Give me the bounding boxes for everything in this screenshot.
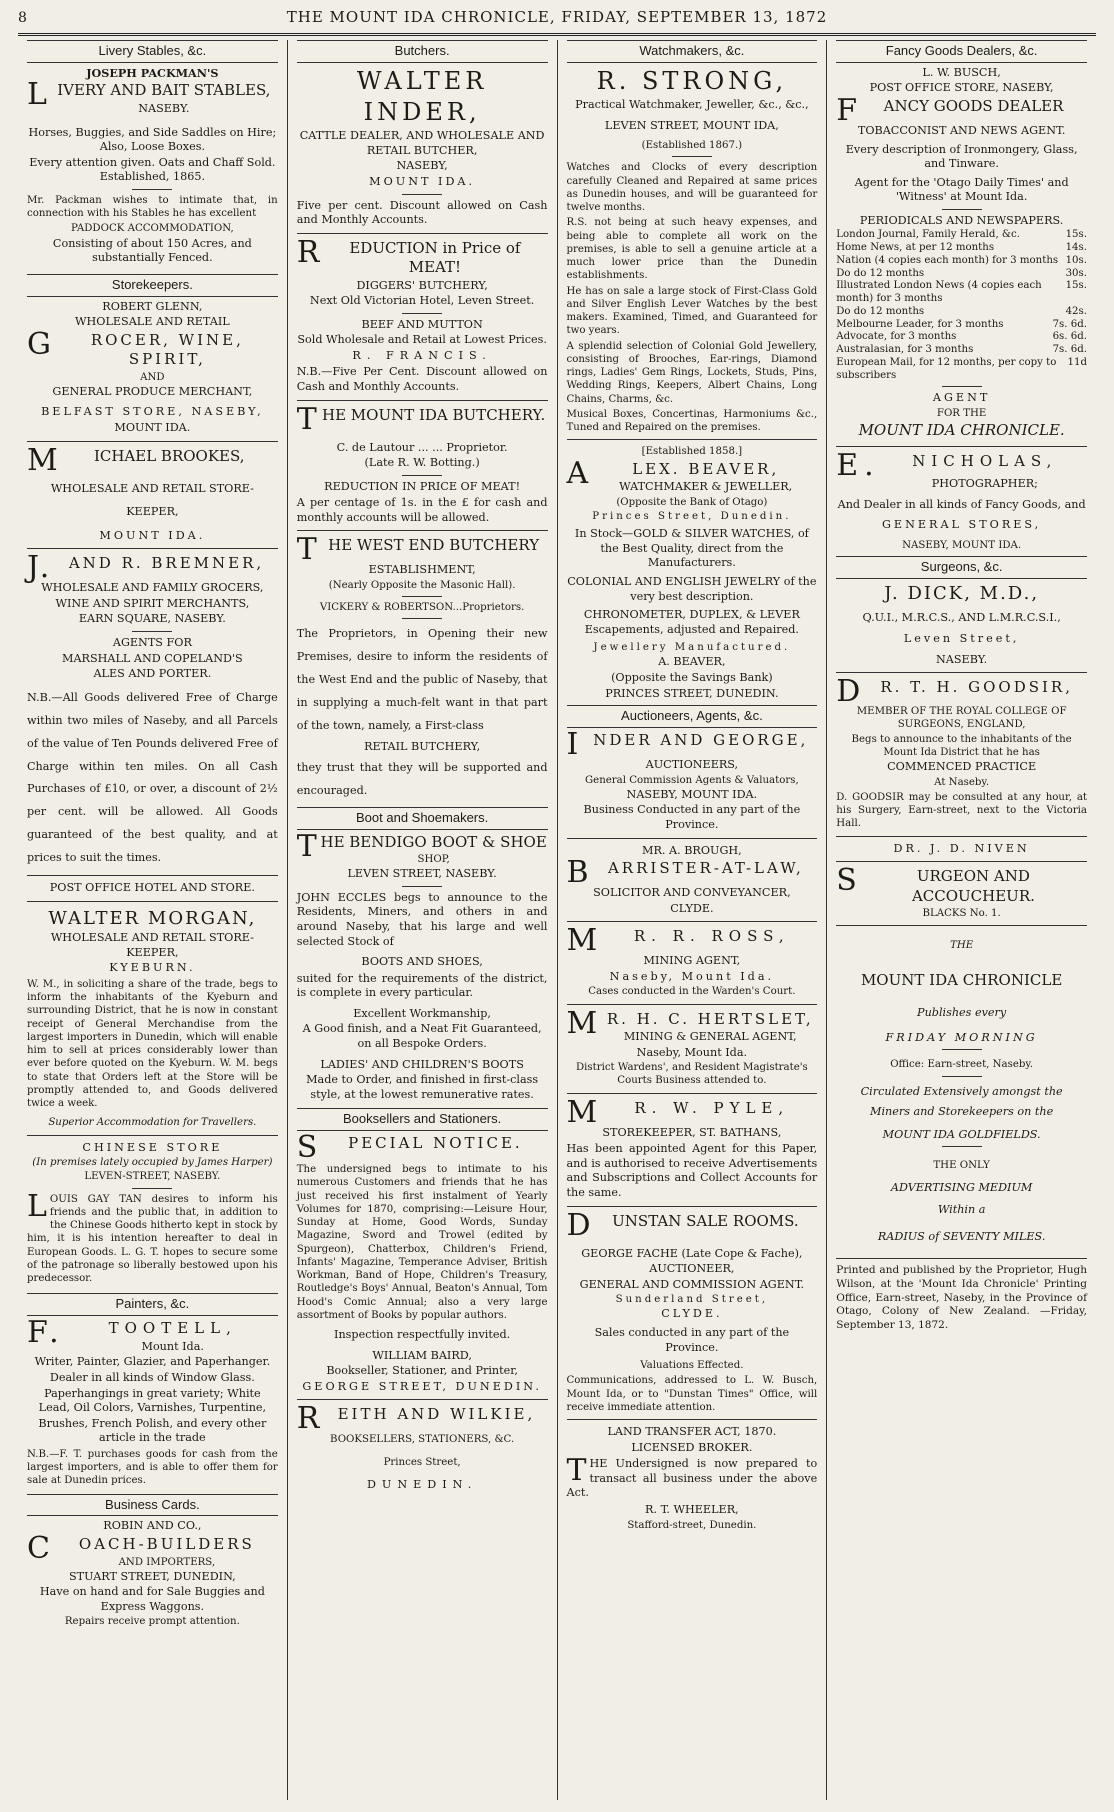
robin-line3: Have on hand and for Sale Buggies and Express Waggons. xyxy=(39,1585,265,1613)
mib-heading: HE MOUNT IDA BUTCHERY. xyxy=(321,405,546,424)
robin-line2: STUART STREET, DUNEDIN, xyxy=(69,1569,236,1583)
goodsir-dropcap: D xyxy=(836,674,864,710)
tootell-line4: Brushes, French Polish, and every other article in the trade xyxy=(38,1416,267,1445)
beaver-line8: A. BEAVER, xyxy=(658,655,726,669)
chronicle-circulated: Circulated Extensively amongst the xyxy=(860,1084,1063,1098)
masthead xyxy=(18,8,1096,30)
bendigo-heading: HE BENDIGO BOOT & SHOE xyxy=(320,832,547,851)
hertslet-line3: District Wardens', and Resident Magistrate's Courts Business attended to. xyxy=(575,1062,808,1087)
brough-dropcap: B xyxy=(566,855,592,891)
bremner-line3: EARN SQUARE, NASEBY. xyxy=(78,612,226,626)
reith-line1: BOOKSELLERS, STATIONERS, &C. xyxy=(330,1434,515,1446)
price-item: Advocate, for 3 months xyxy=(836,331,957,343)
price-item: Do do 12 months xyxy=(836,305,925,317)
west-dropcap: T xyxy=(296,532,317,568)
reduction-heading: EDUCTION in Price of MEAT! xyxy=(349,238,521,277)
beaver-line5: COLONIAL AND ENGLISH JEWELRY of the very best description. xyxy=(567,574,817,603)
niven-heading: DR. J. D. NIVEN xyxy=(893,841,1030,855)
mib-dropcap: T xyxy=(296,401,317,437)
price-item: European Mail, for 12 months, per copy to subscribers xyxy=(836,356,1057,381)
dick-line2: Leven Street, xyxy=(903,631,1020,645)
chinese-store-heading: CHINESE STORE xyxy=(82,1140,223,1154)
packman-heading: IVERY AND BAIT STABLES, xyxy=(57,81,271,100)
land-broker: LICENSED BROKER. xyxy=(631,1440,753,1454)
bremner-name: AND R. BREMNER, xyxy=(68,554,265,573)
beaver-line1: WATCHMAKER & JEWELLER, xyxy=(619,480,793,494)
reith-line3: DUNEDIN. xyxy=(366,1477,478,1491)
price-row xyxy=(836,306,1087,319)
morgan-accommodation: Superior Accommodation for Travellers. xyxy=(48,1117,257,1129)
bendigo-address: LEVEN STREET, NASEBY. xyxy=(347,867,497,881)
glenn-line1: WHOLESALE AND RETAIL xyxy=(75,315,230,329)
price-row xyxy=(836,255,1087,268)
robin-line4: Repairs receive prompt attention. xyxy=(64,1616,240,1628)
notice-dropcap: S xyxy=(296,1130,321,1166)
bremner-line5: MARSHALL AND COPELAND'S xyxy=(62,651,243,665)
dunstan-line1: GEORGE FACHE (Late Cope & Fache), xyxy=(581,1246,803,1260)
column-3 xyxy=(557,40,827,1800)
notice-inspection: Inspection respectfully invited. xyxy=(334,1328,511,1342)
beaver-line10: PRINCES STREET, DUNEDIN. xyxy=(605,686,779,700)
beef-mutton: BEEF AND MUTTON xyxy=(361,317,483,331)
inder-discount: Five per cent. Discount allowed on Cash and Monthly Accounts. xyxy=(296,198,548,227)
niven-dropcap: S xyxy=(836,863,857,899)
morgan-line2: KYEBURN. xyxy=(109,961,196,975)
wheeler-address: Stafford-street, Dunedin. xyxy=(627,1519,757,1531)
price-row xyxy=(836,242,1087,255)
packman-location: NASEBY. xyxy=(138,101,190,115)
dick-line1: Q.U.I., M.R.C.S., AND L.M.R.C.S.I., xyxy=(862,611,1061,625)
robin-dropcap: C xyxy=(27,1531,53,1567)
notice-body: The undersigned begs to intimate to his numerous Customers and friends that he has just received his first instalment of Yearly Volumes for 1870, comprising:—Leisure Hour, Sunday at Home, Good Words, Sunday Magazine, Sword and Trowel (edited by Spurgeon), Chatterbox, Children's Friend, Infants' Magazine, Temperance Adviser, British Workman, Band of Hope, Children's Treasury, Routledge's Boys' Annual, Beaton's Annual, Tom Hood's Comic Annual; also a very large assortment of Books by popular authors. xyxy=(296,1164,548,1321)
section-watchmakers: Watchmakers, &c. xyxy=(567,40,818,63)
diggers-location: Next Old Victorian Hotel, Leven Street. xyxy=(309,294,535,308)
dunstan-line8: Communications, addressed to L. W. Busch, Mount Ida, or to "Dunstan Times" Office, will receive immediate attention. xyxy=(566,1375,818,1413)
page-number: 8 xyxy=(18,10,28,26)
west-proprietors: VICKERY & ROBERTSON...Proprietors. xyxy=(319,602,525,614)
column-1 xyxy=(18,40,287,1800)
reith-line2: Princes Street, xyxy=(383,1456,461,1468)
price-row xyxy=(836,280,1087,306)
bremner-line1: WHOLESALE AND FAMILY GROCERS, xyxy=(41,581,264,595)
goodsir-line1: MEMBER OF THE ROYAL COLLEGE OF SURGEONS, ENGLAND, xyxy=(856,706,1067,731)
price-item: Do do 12 months xyxy=(836,267,925,279)
robin-name: ROBIN AND CO., xyxy=(103,1519,202,1533)
morgan-body: W. M., in soliciting a share of the trade, begs to inform the inhabitants of the Kyeburn and surrounding District, that he is now in constant receipt of General Merchandise from the largest importers in Dunedin, which will enable him to sell at prices considerably lower than ever before quoted on the Kyeburn. W. M. begs to state that Orders left at the Store will be promptly attended to, and Goods delivered twice a week. xyxy=(27,978,278,1110)
mib-proprietor: C. de Lautour ... ... Proprietor. xyxy=(336,440,508,454)
strong-para1: Watches and Clocks of every description carefully Cleaned and Repaired at same prices as Dunedin houses, and will be guaranteed for twelve months. xyxy=(566,162,818,214)
inder-line3: MOUNT IDA. xyxy=(369,174,476,188)
strong-para3: He has on sale a large stock of First-Class Gold and Silver English Lever Watches by the best makers. Examined, Timed, and Guaranteed for two years. xyxy=(566,285,818,337)
strong-line2: LEVEN STREET, MOUNT IDA, xyxy=(604,118,779,132)
goodsir-line2: Begs to announce to the inhabitants of the Mount Ida District that he has xyxy=(851,733,1072,758)
periodicals-heading: PERIODICALS AND NEWSPAPERS. xyxy=(859,213,1064,227)
dunstan-line2: AUCTIONEER, xyxy=(649,1262,735,1276)
brookes-dropcap: M xyxy=(27,442,58,478)
brookes-line1: WHOLESALE AND RETAIL STORE- xyxy=(50,481,254,495)
price-value: 14s. xyxy=(1065,242,1087,254)
chronicle-goldfields: MOUNT IDA GOLDFIELDS. xyxy=(882,1127,1041,1141)
agent-heading: AGENT xyxy=(932,391,991,405)
bendigo-boots: BOOTS AND SHOES, xyxy=(361,955,483,969)
dunstan-line5: CLYDE. xyxy=(661,1307,723,1321)
bendigo-ladies: LADIES' AND CHILDREN'S BOOTS xyxy=(320,1057,524,1071)
nicholas-line4: NASEBY, MOUNT IDA. xyxy=(902,539,1022,551)
dunstan-heading: UNSTAN SALE ROOMS. xyxy=(612,1211,799,1230)
chinese-store-location: LEVEN-STREET, NASEBY. xyxy=(84,1171,221,1183)
land-transfer: LAND TRANSFER ACT, 1870. xyxy=(607,1425,777,1439)
brookes-line2: KEEPER, xyxy=(126,505,179,519)
post-office-hotel: POST OFFICE HOTEL AND STORE. xyxy=(49,881,255,895)
dunstan-line4: Sunderland Street, xyxy=(615,1294,769,1306)
morgan-line1: WHOLESALE AND RETAIL STORE-KEEPER, xyxy=(50,931,254,959)
brough-name: MR. A. BROUGH, xyxy=(642,843,742,857)
packman-dropcap: L xyxy=(27,77,47,113)
column-4 xyxy=(826,40,1096,1800)
chronicle-within: Within a xyxy=(937,1203,986,1217)
price-row xyxy=(836,357,1087,383)
dick-line3: NASEBY. xyxy=(936,652,988,666)
inder-name: WALTER INDER, xyxy=(356,66,488,127)
section-painters: Painters, &c. xyxy=(27,1293,278,1316)
baird-line1: Bookseller, Stationer, and Printer, xyxy=(326,1364,518,1378)
beaver-line9: (Opposite the Savings Bank) xyxy=(611,671,773,685)
beaver-line7: Jewellery Manufactured. xyxy=(593,642,791,654)
hertslet-line2: Naseby, Mount Ida. xyxy=(636,1045,748,1059)
tootell-line2: Dealer in all kinds of Window Glass. xyxy=(49,1371,255,1384)
baird-line2: GEORGE STREET, DUNEDIN. xyxy=(302,1379,542,1393)
glenn-dropcap: G xyxy=(27,326,54,362)
price-value: 15s. xyxy=(1065,229,1087,241)
goodsir-line3: COMMENCED PRACTICE xyxy=(887,760,1037,774)
price-value: 15s. xyxy=(1065,280,1087,292)
busch-line3: TOBACCONIST AND NEWS AGENT. xyxy=(857,124,1066,138)
section-butchers: Butchers. xyxy=(297,40,548,63)
beaver-established: [Established 1858.] xyxy=(641,446,743,458)
masthead-title: THE MOUNT IDA CHRONICLE, FRIDAY, SEPTEMBER 13, 1872 xyxy=(286,8,828,26)
chronicle-heading: MOUNT IDA CHRONICLE xyxy=(860,970,1063,989)
inder-line1: CATTLE DEALER, AND WHOLESALE AND RETAIL BUTCHER, xyxy=(299,129,545,157)
diggers-butchery: DIGGERS' BUTCHERY, xyxy=(356,278,488,292)
strong-para2: R.S. not being at such heavy expenses, and being able to complete all work on the premises, is able to sell a genuine article at a much lower price than the Dunedin establishments. xyxy=(566,217,818,282)
brough-heading: ARRISTER-AT-LAW, xyxy=(607,859,804,878)
strong-established: (Established 1867.) xyxy=(641,140,743,152)
west-line2: (Nearly Opposite the Masonic Hall). xyxy=(328,579,516,591)
bendigo-work1: Excellent Workmanship, xyxy=(353,1006,491,1020)
beaver-line6: CHRONOMETER, DUPLEX, & LEVER Escapements, adjusted and Repaired. xyxy=(583,608,800,636)
bremner-body: N.B.—All Goods delivered Free of Charge within two miles of Naseby, and all Parcels of the value of Ten Pounds delivered Free of Charge within ten miles. On all Cash Purchases of £10, or over, a discount of 2½ per cent. will be allowed. All Goods guaranteed of the best quality, and at prices to suit the times. xyxy=(27,690,278,865)
ig-dropcap: I xyxy=(566,727,582,763)
price-row xyxy=(836,344,1087,357)
ig-line3: NASEBY, MOUNT IDA. xyxy=(626,787,758,801)
ig-line4: Business Conducted in any part of the Province. xyxy=(583,803,801,831)
nicholas-dropcap: E. xyxy=(836,447,880,483)
busch-name: L. W. BUSCH, xyxy=(922,65,1001,79)
bremner-line6: ALES AND PORTER. xyxy=(93,667,212,681)
tootell-name: TOOTELL, xyxy=(108,1319,237,1338)
beaver-line2: (Opposite the Bank of Otago) xyxy=(616,496,768,508)
chronicle-radius: RADIUS of SEVENTY MILES. xyxy=(877,1229,1046,1243)
strong-para5: Musical Boxes, Concertinas, Harmoniums &c., Tuned and Repaired on the premises. xyxy=(566,408,818,434)
chronicle-only: THE ONLY xyxy=(933,1160,990,1172)
mib-body: A per centage of 1s. in the £ for cash and monthly accounts will be allowed. xyxy=(296,496,548,524)
busch-line2: ANCY GOODS DEALER xyxy=(883,97,1064,116)
packman-hire: Horses, Buggies, and Side Saddles on Hire; Also, Loose Boxes. xyxy=(28,125,277,154)
section-surgeons: Surgeons, &c. xyxy=(836,556,1087,579)
price-item: Illustrated London News (4 copies each month) for 3 months xyxy=(836,280,1042,305)
section-livery: Livery Stables, &c. xyxy=(27,40,278,63)
nicholas-line3: GENERAL STORES, xyxy=(881,518,1042,532)
price-item: London Journal, Family Herald, &c. xyxy=(836,229,1020,241)
brough-line1: SOLICITOR AND CONVEYANCER, xyxy=(593,886,791,900)
reduction-dropcap: R xyxy=(296,234,320,270)
west-body2: they trust that they will be supported and encouraged. xyxy=(296,760,548,797)
brookes-line3: MOUNT IDA. xyxy=(99,528,206,542)
niven-line1: URGEON AND ACCOUCHEUR. xyxy=(911,867,1035,905)
west-heading: HE WEST END BUTCHERY xyxy=(328,536,540,555)
packman-intimation: Mr. Packman wishes to intimate that, in connection with his Stables he has excellent xyxy=(27,194,278,220)
reith-dropcap: R xyxy=(296,1401,323,1437)
west-line1: ESTABLISHMENT, xyxy=(368,563,476,577)
ig-heading: NDER AND GEORGE, xyxy=(593,731,809,750)
chronicle-publishes: Publishes every xyxy=(917,1006,1007,1020)
beaver-line3: Princes Street, Dunedin. xyxy=(592,511,792,523)
chronicle-advertising: ADVERTISING MEDIUM xyxy=(890,1180,1033,1194)
glenn-line5: BELFAST STORE, NASEBY, xyxy=(41,405,264,419)
price-row xyxy=(836,331,1087,344)
goodsir-line4: At Naseby. xyxy=(934,776,990,788)
bremner-dropcap: J. xyxy=(27,550,53,586)
dick-heading: J. DICK, M.D., xyxy=(884,583,1040,605)
dunstan-dropcap: D xyxy=(566,1207,591,1243)
tan-dropcap: L xyxy=(27,1188,47,1224)
beef-line2: R. FRANCIS. xyxy=(352,348,492,362)
pyle-line1: STOREKEEPER, ST. BATHANS, xyxy=(602,1125,782,1139)
packman-paddock: PADDOCK ACCOMMODATION, xyxy=(70,223,234,235)
notice-heading: PECIAL NOTICE. xyxy=(348,1134,523,1153)
ross-heading: R. R. ROSS, xyxy=(633,927,790,946)
nicholas-line2: And Dealer in all kinds of Fancy Goods, and xyxy=(837,497,1086,511)
tootell-dropcap: F. xyxy=(27,1315,65,1351)
reith-heading: EITH AND WILKIE, xyxy=(337,1405,536,1424)
brough-line2: CLYDE. xyxy=(670,901,714,915)
inder-line2: NASEBY, xyxy=(396,159,448,173)
beaver-heading: LEX. BEAVER, xyxy=(632,459,780,478)
robin-heading: OACH-BUILDERS xyxy=(78,1535,255,1554)
strong-para4: A splendid selection of Colonial Gold Jewellery, consisting of Brooches, Ear-rings, Diamond rings, Ladies' Gem Rings, Lockets, Studs, Pins, Wedding Rings, Keepers, Albert Chains, Long Chains, Charms, &c. xyxy=(566,340,818,405)
beef-nb: N.B.—Five Per Cent. Discount allowed on Cash and Monthly Accounts. xyxy=(296,365,548,394)
column-2 xyxy=(287,40,557,1800)
goodsir-heading: R. T. H. GOODSIR, xyxy=(880,678,1073,697)
beaver-line4: In Stock—GOLD & SILVER WATCHES, of the Best Quality, direct from the Manufacturers. xyxy=(574,527,809,570)
chronicle-the: THE xyxy=(950,940,974,952)
glenn-name: ROBERT GLENN, xyxy=(102,299,203,313)
west-retail: RETAIL BUTCHERY, xyxy=(364,740,481,754)
section-fancy-goods: Fancy Goods Dealers, &c. xyxy=(836,40,1087,63)
bendigo-dropcap: T xyxy=(296,828,317,864)
price-value: 10s. xyxy=(1065,254,1087,266)
hertslet-line1: MINING & GENERAL AGENT, xyxy=(623,1030,797,1044)
agent-for: FOR THE xyxy=(936,407,987,419)
glenn-and: AND xyxy=(140,371,165,383)
land-dropcap: T xyxy=(566,1453,587,1489)
brookes-name: ICHAEL BROOKES, xyxy=(93,446,245,465)
tootell-line1: Writer, Painter, Glazier, and Paperhanger. xyxy=(34,1355,271,1369)
bremner-line4: AGENTS FOR xyxy=(112,635,192,649)
packman-acres: Consisting of about 150 Acres, and substantially Fenced. xyxy=(52,236,252,265)
bendigo-shop: SHOP, xyxy=(417,854,450,866)
hertslet-dropcap: M xyxy=(566,1005,601,1041)
ross-line1: MINING AGENT, xyxy=(643,954,741,968)
bendigo-work2: A Good finish, and a Neat Fit Guaranteed, on all Bespoke Orders. xyxy=(302,1022,542,1050)
chronicle-miners: Miners and Storekeepers on the xyxy=(870,1105,1054,1119)
busch-line4: Every description of Ironmongery, Glass, and Tinware. xyxy=(845,142,1078,171)
price-value: 30s. xyxy=(1065,267,1087,279)
strong-heading: R. STRONG, xyxy=(596,66,788,95)
pyle-dropcap: M xyxy=(566,1094,604,1130)
baird-name: WILLIAM BAIRD, xyxy=(372,1348,472,1362)
hertslet-heading: R. H. C. HERTSLET, xyxy=(606,1009,814,1028)
agent-paper: MOUNT IDA CHRONICLE. xyxy=(858,421,1065,440)
mib-reduction: REDUCTION IN PRICE OF MEAT! xyxy=(324,479,521,493)
niven-line2: BLACKS No. 1. xyxy=(922,908,1001,920)
section-auctioneers: Auctioneers, Agents, &c. xyxy=(567,705,818,728)
ross-line2: Naseby, Mount Ida. xyxy=(609,969,775,983)
bendigo-body2: suited for the requirements of the district, is complete in every particular. xyxy=(296,971,548,1000)
price-row xyxy=(836,319,1087,332)
ross-line3: Cases conducted in the Warden's Court. xyxy=(588,986,796,998)
ig-line1: AUCTIONEERS, xyxy=(645,758,739,772)
ig-line2: General Commission Agents & Valuators, xyxy=(585,774,799,786)
tootell-nb: N.B.—F. T. purchases goods for cash from the largest importers, and is able to offer them for sale at Dunedin prices. xyxy=(27,1448,278,1487)
beaver-dropcap: A xyxy=(566,455,592,491)
busch-line5: Agent for the 'Otago Daily Times' and 'Witness' at Mount Ida. xyxy=(854,175,1069,204)
section-boot: Boot and Shoemakers. xyxy=(297,807,548,830)
section-booksellers: Booksellers and Stationers. xyxy=(297,1108,548,1131)
packman-name: JOSEPH PACKMAN'S xyxy=(86,65,219,80)
price-value: 7s. 6d. xyxy=(1052,344,1087,356)
tan-body: OUIS GAY TAN desires to inform his friends and the public that, in addition to the Chinese Goods hitherto kept in stock by him, it is his intention hereafter to deal in European Goods. L. G. T. hopes to secure some of the patronage so liberally bestowed upon his predecessor. xyxy=(27,1193,278,1285)
price-value: 6s. 6d. xyxy=(1052,331,1087,343)
dunstan-line7: Valuations Effected. xyxy=(640,1360,744,1372)
tootell-location: Mount Ida. xyxy=(141,1339,204,1353)
robin-line1: AND IMPORTERS, xyxy=(118,1556,216,1568)
ross-dropcap: M xyxy=(566,923,604,959)
glenn-line6: MOUNT IDA. xyxy=(114,421,191,435)
pyle-heading: R. W. PYLE, xyxy=(634,1098,790,1117)
price-value: 7s. 6d. xyxy=(1052,318,1087,330)
bendigo-body: JOHN ECCLES begs to announce to the Residents, Miners, and others in and around Naseby, that his large and well selected Stock of xyxy=(296,890,548,948)
price-row xyxy=(836,229,1087,242)
chinese-store-sub: (In premises lately occupied by James Harper) xyxy=(32,1157,273,1169)
chronicle-friday: FRIDAY MORNING xyxy=(885,1030,1038,1044)
nicholas-line1: PHOTOGRAPHER; xyxy=(931,477,1038,491)
mib-late: (Late R. W. Botting.) xyxy=(364,456,480,470)
wheeler-name: R. T. WHEELER, xyxy=(645,1502,739,1516)
dunstan-line3: GENERAL AND COMMISSION AGENT. xyxy=(579,1277,805,1291)
price-value: 42s. xyxy=(1065,305,1087,317)
packman-attention: Every attention given. Oats and Chaff Sold. Established, 1865. xyxy=(29,155,276,184)
beef-line1: Sold Wholesale and Retail at Lowest Prices. xyxy=(297,333,547,347)
price-row xyxy=(836,268,1087,281)
section-business-cards: Business Cards. xyxy=(27,1494,278,1517)
glenn-line2: ROCER, WINE, SPIRIT, xyxy=(90,330,244,369)
bendigo-made: Made to Order, and finished in first-class style, at the lowest remunerative rates. xyxy=(306,1073,539,1101)
morgan-name: WALTER MORGAN, xyxy=(48,907,257,929)
masthead-rule xyxy=(18,33,1096,36)
glenn-line4: GENERAL PRODUCE MERCHANT, xyxy=(52,384,253,398)
price-item: Melbourne Leader, for 3 months xyxy=(836,318,1004,330)
tootell-line3: Paperhangings in great variety; White Lead, Oil Colors, Varnishes, Turpentine, xyxy=(38,1386,267,1415)
busch-dropcap: F xyxy=(836,93,858,129)
pyle-line2: Has been appointed Agent for this Paper, and is authorised to receive Advertisements and Subscriptions and Collect Accounts for the same. xyxy=(566,1142,818,1199)
goodsir-line5: D. GOODSIR may be consulted at any hour, at his Surgery, Earn-street, next to the Victoria Hall. xyxy=(836,791,1087,830)
periodicals-price-list xyxy=(836,229,1087,382)
section-storekeepers: Storekeepers. xyxy=(27,274,278,297)
price-item: Home News, at per 12 months xyxy=(836,242,995,254)
price-value: 11d xyxy=(1067,356,1087,368)
busch-line1: POST OFFICE STORE, NASEBY, xyxy=(869,81,1054,95)
price-item: Nation (4 copies each month) for 3 months xyxy=(836,254,1059,266)
dunstan-line6: Sales conducted in any part of the Province. xyxy=(594,1326,790,1354)
land-body: HE Undersigned is now prepared to transact all business under the above Act. xyxy=(566,1457,818,1500)
price-item: Australasian, for 3 months xyxy=(836,344,974,356)
west-body: The Proprietors, in Opening their new Premises, desire to inform the residents of the West End and the public of Naseby, that in supplying a much-felt want in that part of the town, namely, a First-class xyxy=(296,627,548,733)
bremner-line2: WINE AND SPIRIT MERCHANTS, xyxy=(55,596,250,610)
printer-imprint: Printed and published by the Proprietor, Hugh Wilson, at the 'Mount Ida Chronicle' Printing Office, Earn-street, Naseby, in the Province of Otago, Colony of New Zealand. —Friday, September 13, 1872. xyxy=(836,1264,1087,1331)
nicholas-heading: NICHOLAS, xyxy=(912,451,1058,470)
strong-line1: Practical Watchmaker, Jeweller, &c., &c., xyxy=(575,98,809,112)
chronicle-office: Office: Earn-street, Naseby. xyxy=(890,1059,1034,1071)
